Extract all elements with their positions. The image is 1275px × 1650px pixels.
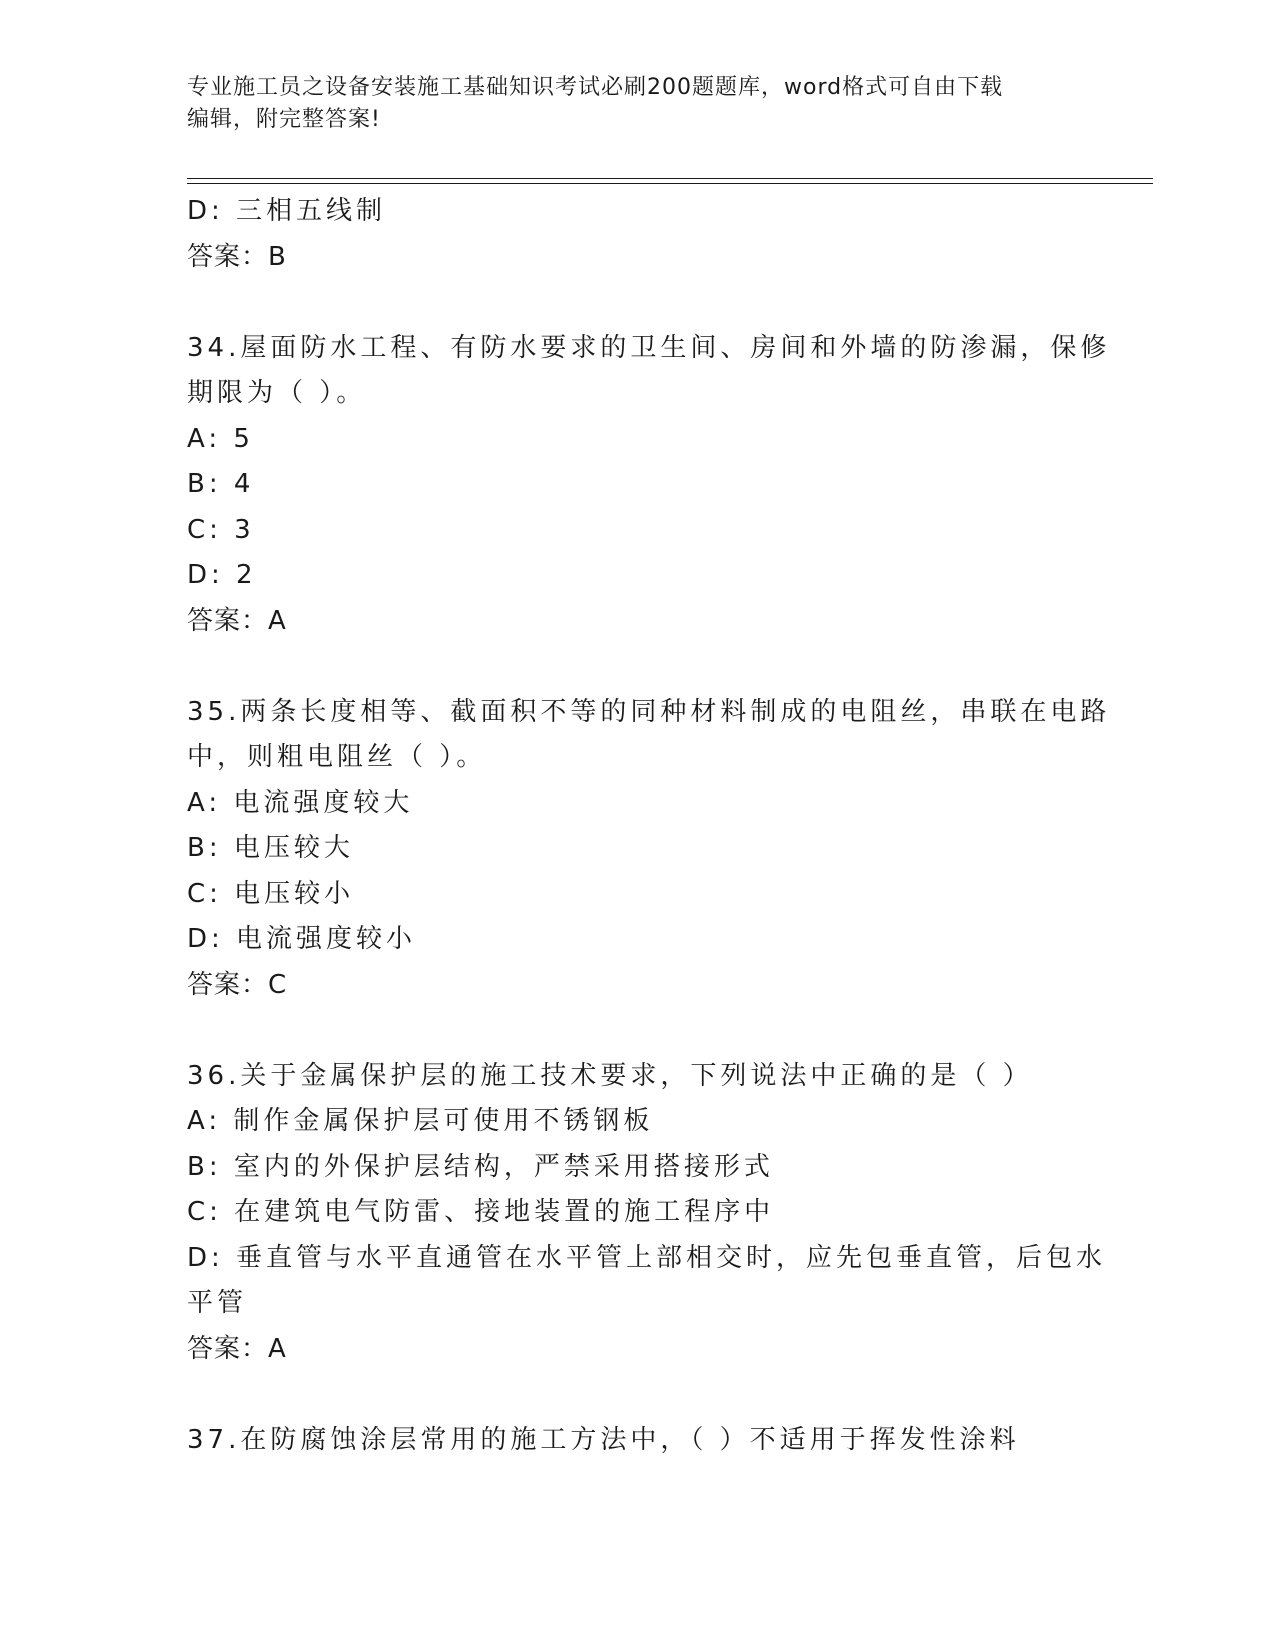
option-d: D: 三相五线制	[187, 196, 387, 226]
question-37	[187, 1418, 1087, 1464]
option-d-cont: 平管	[187, 1288, 248, 1318]
option-c: C: 电压较小	[187, 878, 355, 909]
question-text-cont: 中，则粗电阻丝（ ）。	[187, 742, 487, 772]
option-d: D: 垂直管与水平直通管在水平管上部相交时，应先包垂直管，后包水	[187, 1242, 1107, 1273]
header-rule-bottom	[187, 183, 1153, 184]
spacer	[187, 1008, 1087, 1054]
page-header	[187, 72, 1067, 136]
question-36	[187, 1054, 1107, 1373]
answer: 答案：C	[187, 969, 288, 1000]
header-line-1: 专业施工员之设备安装施工基础知识考试必刷200题题库，word格式可自由下载	[187, 75, 1004, 100]
option-d: D: 2	[187, 560, 257, 590]
question-text: 37.在防腐蚀涂层常用的施工方法中，（ ）不适用于挥发性涂料	[187, 1424, 1020, 1455]
question-35	[187, 690, 1111, 1009]
question-text: 34.屋面防水工程、有防水要求的卫生间、房间和外墙的防渗漏，保修	[187, 332, 1111, 363]
question-34	[187, 326, 1111, 645]
answer: 答案：A	[187, 605, 287, 636]
header-rule-top	[187, 178, 1153, 179]
spacer	[187, 644, 1087, 690]
option-b: B: 室内的外保护层结构，严禁采用搭接形式	[187, 1151, 774, 1182]
question-text-cont: 期限为（ ）。	[187, 378, 367, 408]
option-d: D: 电流强度较小	[187, 924, 417, 954]
option-a: A: 制作金属保护层可使用不锈钢板	[187, 1106, 654, 1136]
header-line-2: 编辑，附完整答案!	[187, 107, 381, 132]
option-c: C: 在建筑电气防雷、接地装置的施工程序中	[187, 1197, 775, 1227]
answer: 答案：A	[187, 1333, 287, 1364]
spacer	[187, 280, 1087, 326]
option-c: C: 3	[187, 514, 255, 545]
spacer	[187, 1372, 1087, 1418]
option-b: B: 4	[187, 469, 255, 499]
question-text: 35.两条长度相等、截面积不等的同种材料制成的电阻丝，串联在电路	[187, 696, 1111, 727]
option-a: A: 电流强度较大	[187, 787, 414, 818]
option-a: A: 5	[187, 423, 254, 454]
option-b: B: 电压较大	[187, 833, 354, 863]
answer: 答案：B	[187, 241, 287, 272]
question-33-tail	[187, 189, 1087, 280]
question-text: 36.关于金属保护层的施工技术要求，下列说法中正确的是（ ）	[187, 1060, 1033, 1091]
question-list	[187, 189, 1111, 1463]
